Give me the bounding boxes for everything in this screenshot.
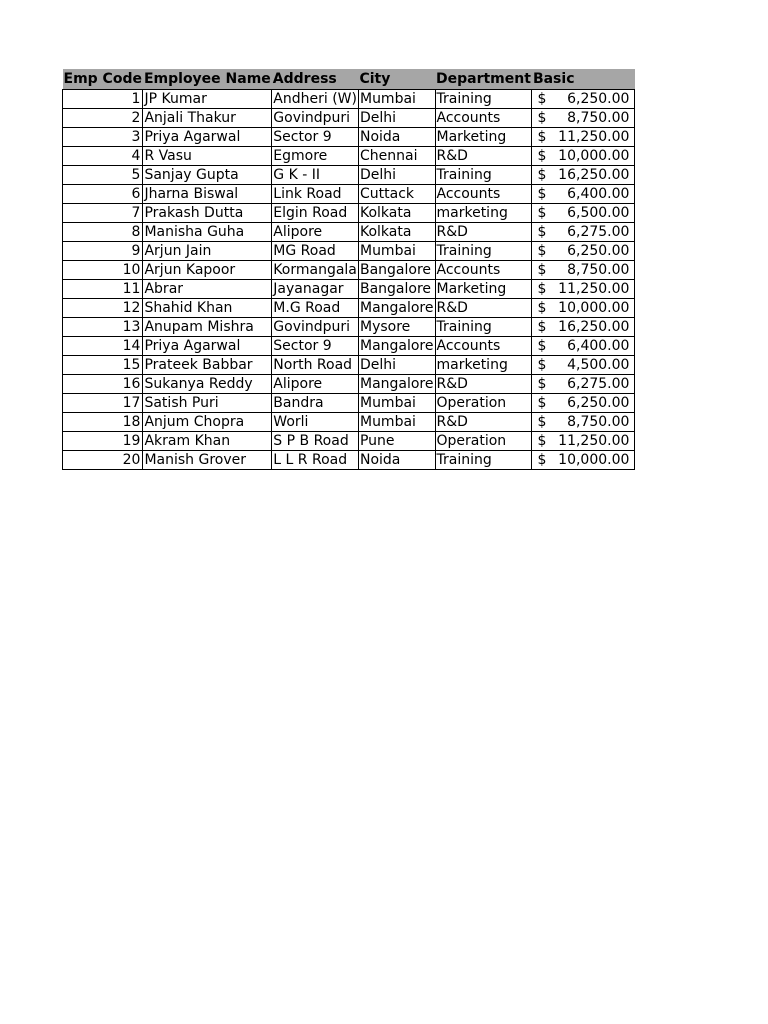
currency-symbol: $ bbox=[537, 299, 547, 316]
cell-department[interactable]: marketing bbox=[435, 203, 532, 222]
cell-address[interactable]: M.G Road bbox=[272, 298, 359, 317]
header-city: City bbox=[358, 69, 435, 89]
cell-address[interactable]: Bandra bbox=[272, 393, 359, 412]
currency-symbol: $ bbox=[537, 318, 547, 335]
cell-employee-name[interactable]: JP Kumar bbox=[143, 89, 272, 108]
currency-symbol: $ bbox=[537, 337, 547, 354]
cell-emp-code[interactable]: 15 bbox=[63, 355, 143, 374]
cell-employee-name[interactable]: Prateek Babbar bbox=[143, 355, 272, 374]
table-row bbox=[63, 412, 635, 431]
cell-employee-name[interactable]: Anjali Thakur bbox=[143, 108, 272, 127]
table-row bbox=[63, 127, 635, 146]
cell-department[interactable]: Accounts bbox=[435, 108, 532, 127]
table-row bbox=[63, 260, 635, 279]
cell-city[interactable]: Chennai bbox=[358, 146, 435, 165]
cell-basic[interactable] bbox=[532, 336, 635, 355]
cell-address[interactable]: Link Road bbox=[272, 184, 359, 203]
cell-department[interactable]: R&D bbox=[435, 146, 532, 165]
currency-symbol: $ bbox=[537, 261, 547, 278]
currency-symbol: $ bbox=[537, 223, 547, 240]
cell-employee-name[interactable]: Prakash Dutta bbox=[143, 203, 272, 222]
header-employee-name: Employee Name bbox=[143, 69, 272, 89]
currency-symbol: $ bbox=[537, 90, 547, 107]
table-row bbox=[63, 184, 635, 203]
table-row bbox=[63, 431, 635, 450]
cell-basic[interactable] bbox=[532, 222, 635, 241]
basic-amount: 10,000.00 bbox=[558, 451, 630, 468]
cell-employee-name[interactable]: Akram Khan bbox=[143, 431, 272, 450]
cell-city[interactable]: Delhi bbox=[358, 108, 435, 127]
cell-emp-code[interactable]: 11 bbox=[63, 279, 143, 298]
cell-emp-code[interactable]: 13 bbox=[63, 317, 143, 336]
cell-employee-name[interactable]: Sukanya Reddy bbox=[143, 374, 272, 393]
cell-employee-name[interactable]: Sanjay Gupta bbox=[143, 165, 272, 184]
cell-basic[interactable] bbox=[532, 412, 635, 431]
basic-amount: 10,000.00 bbox=[558, 147, 630, 164]
cell-emp-code[interactable]: 20 bbox=[63, 450, 143, 469]
currency-symbol: $ bbox=[537, 128, 547, 145]
cell-address[interactable]: Egmore bbox=[272, 146, 359, 165]
cell-basic[interactable] bbox=[532, 450, 635, 469]
header-emp-code: Emp Code bbox=[63, 69, 143, 89]
cell-employee-name[interactable]: Manisha Guha bbox=[143, 222, 272, 241]
table-row bbox=[63, 241, 635, 260]
cell-city[interactable]: Delhi bbox=[358, 355, 435, 374]
cell-address[interactable]: S P B Road bbox=[272, 431, 359, 450]
cell-department[interactable]: R&D bbox=[435, 298, 532, 317]
cell-basic[interactable] bbox=[532, 260, 635, 279]
cell-employee-name[interactable]: Anupam Mishra bbox=[143, 317, 272, 336]
cell-department[interactable]: marketing bbox=[435, 355, 532, 374]
cell-city[interactable]: Delhi bbox=[358, 165, 435, 184]
table-row bbox=[63, 146, 635, 165]
cell-address[interactable]: North Road bbox=[272, 355, 359, 374]
basic-amount: 6,275.00 bbox=[567, 375, 630, 392]
cell-emp-code[interactable]: 12 bbox=[63, 298, 143, 317]
cell-department[interactable]: Training bbox=[435, 89, 532, 108]
cell-department[interactable]: Training bbox=[435, 241, 532, 260]
cell-city[interactable]: Mumbai bbox=[358, 393, 435, 412]
cell-department[interactable]: Accounts bbox=[435, 260, 532, 279]
cell-employee-name[interactable]: Abrar bbox=[143, 279, 272, 298]
cell-address[interactable]: Elgin Road bbox=[272, 203, 359, 222]
cell-basic[interactable] bbox=[532, 355, 635, 374]
cell-address[interactable]: L L R Road bbox=[272, 450, 359, 469]
cell-basic[interactable] bbox=[532, 374, 635, 393]
cell-basic[interactable] bbox=[532, 127, 635, 146]
cell-address[interactable]: G K - II bbox=[272, 165, 359, 184]
cell-basic[interactable] bbox=[532, 184, 635, 203]
cell-department[interactable]: Operation bbox=[435, 431, 532, 450]
cell-department[interactable]: R&D bbox=[435, 412, 532, 431]
cell-address[interactable]: Sector 9 bbox=[272, 127, 359, 146]
cell-basic[interactable] bbox=[532, 203, 635, 222]
currency-symbol: $ bbox=[537, 394, 547, 411]
basic-amount: 6,500.00 bbox=[567, 204, 630, 221]
basic-amount: 6,250.00 bbox=[567, 90, 630, 107]
cell-emp-code[interactable]: 2 bbox=[63, 108, 143, 127]
currency-symbol: $ bbox=[537, 185, 547, 202]
table-row bbox=[63, 317, 635, 336]
basic-amount: 6,250.00 bbox=[567, 394, 630, 411]
basic-amount: 16,250.00 bbox=[558, 318, 630, 335]
cell-department[interactable]: Operation bbox=[435, 393, 532, 412]
currency-symbol: $ bbox=[537, 451, 547, 468]
cell-employee-name[interactable]: Satish Puri bbox=[143, 393, 272, 412]
cell-city[interactable]: Mangalore bbox=[359, 299, 434, 316]
currency-symbol: $ bbox=[537, 356, 547, 373]
cell-basic[interactable] bbox=[532, 393, 635, 412]
cell-department[interactable]: Marketing bbox=[435, 127, 532, 146]
cell-emp-code[interactable]: 5 bbox=[63, 165, 143, 184]
cell-emp-code[interactable]: 19 bbox=[63, 431, 143, 450]
cell-employee-name[interactable]: Arjun Jain bbox=[143, 241, 272, 260]
basic-amount: 8,750.00 bbox=[567, 109, 630, 126]
cell-employee-name[interactable]: Jharna Biswal bbox=[143, 184, 272, 203]
cell-basic[interactable] bbox=[532, 89, 635, 108]
cell-department[interactable]: Marketing bbox=[435, 279, 532, 298]
cell-employee-name[interactable]: Anjum Chopra bbox=[143, 412, 272, 431]
cell-city[interactable]: Mangalore bbox=[359, 337, 434, 354]
cell-address[interactable]: MG Road bbox=[272, 241, 359, 260]
table-row bbox=[63, 89, 635, 108]
basic-amount: 4,500.00 bbox=[567, 356, 630, 373]
cell-employee-name[interactable]: R Vasu bbox=[143, 146, 272, 165]
cell-city[interactable]: Mumbai bbox=[358, 412, 435, 431]
cell-city[interactable]: Bangalore bbox=[358, 279, 435, 298]
employee-table bbox=[62, 69, 635, 470]
basic-amount: 11,250.00 bbox=[558, 432, 630, 449]
cell-employee-name[interactable]: Arjun Kapoor bbox=[143, 260, 272, 279]
table-row bbox=[63, 393, 635, 412]
basic-amount: 8,750.00 bbox=[567, 413, 630, 430]
header-address: Address bbox=[272, 69, 359, 89]
cell-city[interactable]: Mumbai bbox=[358, 89, 435, 108]
cell-city[interactable]: Mumbai bbox=[358, 241, 435, 260]
basic-amount: 11,250.00 bbox=[558, 128, 630, 145]
cell-department[interactable]: Accounts bbox=[435, 336, 532, 355]
basic-amount: 11,250.00 bbox=[558, 280, 630, 297]
cell-emp-code[interactable]: 6 bbox=[63, 184, 143, 203]
cell-department[interactable]: R&D bbox=[435, 222, 532, 241]
cell-address[interactable]: Worli bbox=[272, 412, 359, 431]
cell-department[interactable]: Accounts bbox=[435, 184, 532, 203]
cell-city[interactable]: Cuttack bbox=[358, 184, 435, 203]
table-row bbox=[63, 108, 635, 127]
cell-basic[interactable] bbox=[532, 317, 635, 336]
currency-symbol: $ bbox=[537, 109, 547, 126]
cell-city[interactable]: Kolkata bbox=[358, 203, 435, 222]
table-header bbox=[63, 69, 635, 89]
cell-address[interactable]: Govindpuri bbox=[272, 317, 359, 336]
cell-emp-code[interactable]: 9 bbox=[63, 241, 143, 260]
basic-amount: 6,250.00 bbox=[567, 242, 630, 259]
table-row bbox=[63, 203, 635, 222]
cell-address[interactable]: Andheri (W) bbox=[273, 90, 357, 107]
currency-symbol: $ bbox=[537, 166, 547, 183]
table-row bbox=[63, 374, 635, 393]
table-body bbox=[63, 89, 635, 469]
cell-city[interactable]: Noida bbox=[358, 127, 435, 146]
table-row bbox=[63, 450, 635, 469]
cell-employee-name[interactable]: Shahid Khan bbox=[143, 298, 272, 317]
cell-city[interactable]: Kolkata bbox=[358, 222, 435, 241]
currency-symbol: $ bbox=[537, 280, 547, 297]
header-department: Department bbox=[435, 69, 532, 89]
cell-emp-code[interactable]: 8 bbox=[63, 222, 143, 241]
cell-emp-code[interactable]: 10 bbox=[63, 260, 143, 279]
basic-amount: 16,250.00 bbox=[558, 166, 630, 183]
cell-basic[interactable] bbox=[532, 146, 635, 165]
basic-amount: 6,275.00 bbox=[567, 223, 630, 240]
table-row bbox=[63, 165, 635, 184]
cell-emp-code[interactable]: 16 bbox=[63, 374, 143, 393]
cell-city[interactable]: Noida bbox=[358, 450, 435, 469]
cell-address[interactable]: Jayanagar bbox=[272, 279, 359, 298]
cell-basic[interactable] bbox=[532, 431, 635, 450]
cell-address[interactable]: Kormangala bbox=[273, 261, 357, 278]
currency-symbol: $ bbox=[537, 375, 547, 392]
basic-amount: 10,000.00 bbox=[558, 299, 630, 316]
cell-emp-code[interactable]: 18 bbox=[63, 412, 143, 431]
currency-symbol: $ bbox=[537, 413, 547, 430]
cell-emp-code[interactable]: 17 bbox=[63, 393, 143, 412]
cell-department[interactable]: Training bbox=[435, 317, 532, 336]
cell-employee-name[interactable]: Manish Grover bbox=[143, 450, 272, 469]
cell-address[interactable]: Alipore bbox=[272, 374, 359, 393]
basic-amount: 8,750.00 bbox=[567, 261, 630, 278]
currency-symbol: $ bbox=[537, 147, 547, 164]
cell-basic[interactable] bbox=[532, 298, 635, 317]
cell-department[interactable]: R&D bbox=[435, 374, 532, 393]
cell-address[interactable]: Alipore bbox=[272, 222, 359, 241]
cell-emp-code[interactable]: 7 bbox=[63, 203, 143, 222]
cell-emp-code[interactable]: 4 bbox=[63, 146, 143, 165]
cell-address[interactable]: Sector 9 bbox=[272, 336, 359, 355]
table-row bbox=[63, 279, 635, 298]
cell-employee-name[interactable]: Priya Agarwal bbox=[143, 336, 272, 355]
currency-symbol: $ bbox=[537, 242, 547, 259]
table-row bbox=[63, 222, 635, 241]
currency-symbol: $ bbox=[537, 204, 547, 221]
cell-department[interactable]: Training bbox=[435, 450, 532, 469]
cell-basic[interactable] bbox=[532, 165, 635, 184]
cell-emp-code[interactable]: 3 bbox=[63, 127, 143, 146]
cell-city[interactable]: Mysore bbox=[358, 317, 435, 336]
cell-emp-code[interactable]: 14 bbox=[63, 336, 143, 355]
table-row bbox=[63, 298, 635, 317]
cell-department[interactable]: Training bbox=[435, 165, 532, 184]
cell-city[interactable]: Pune bbox=[358, 431, 435, 450]
header-row bbox=[63, 69, 635, 89]
cell-emp-code[interactable]: 1 bbox=[63, 89, 143, 108]
cell-city[interactable]: Bangalore bbox=[358, 260, 435, 279]
header-basic: Basic bbox=[532, 69, 635, 89]
cell-city[interactable]: Mangalore bbox=[359, 375, 434, 392]
cell-basic[interactable] bbox=[532, 279, 635, 298]
cell-address[interactable]: Govindpuri bbox=[272, 108, 359, 127]
table-row bbox=[63, 336, 635, 355]
cell-employee-name[interactable]: Priya Agarwal bbox=[143, 127, 272, 146]
currency-symbol: $ bbox=[537, 432, 547, 449]
basic-amount: 6,400.00 bbox=[567, 185, 630, 202]
basic-amount: 6,400.00 bbox=[567, 337, 630, 354]
cell-basic[interactable] bbox=[532, 241, 635, 260]
cell-basic[interactable] bbox=[532, 108, 635, 127]
table-row bbox=[63, 355, 635, 374]
